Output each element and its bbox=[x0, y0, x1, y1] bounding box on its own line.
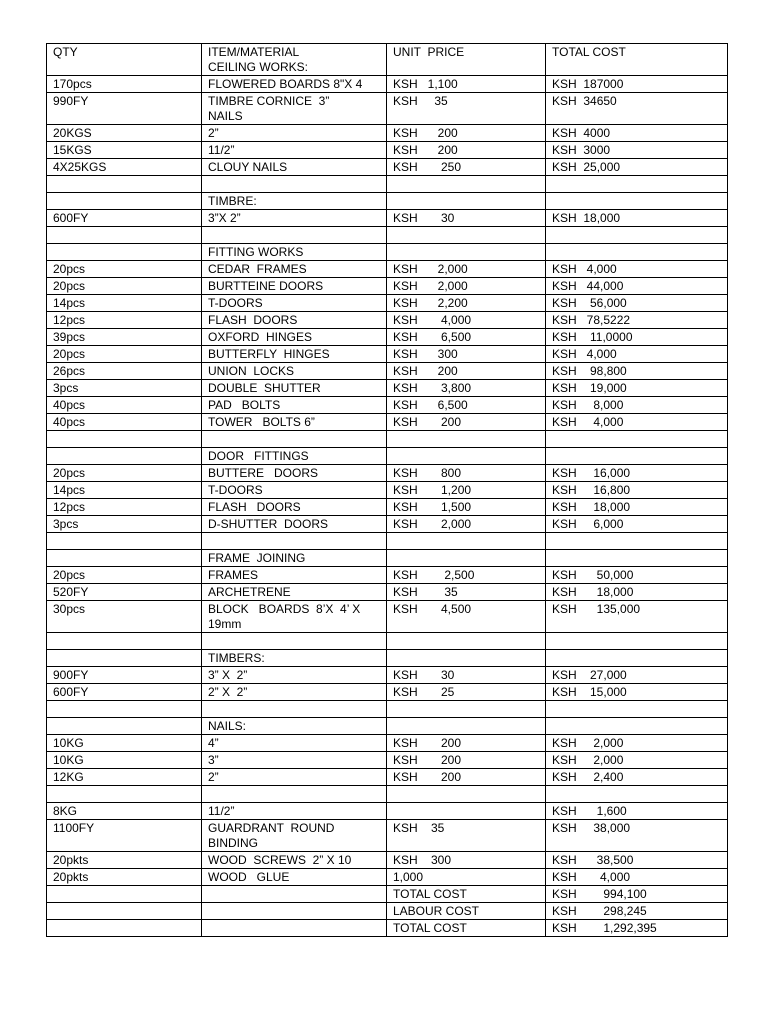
item-cell bbox=[202, 903, 387, 920]
total-cost-cell: KSH 1,292,395 bbox=[546, 920, 728, 937]
unit-price-cell: KSH 1,100 bbox=[387, 76, 546, 93]
total-cost-cell bbox=[546, 633, 728, 650]
qty-cell: 4X25KGS bbox=[47, 159, 202, 176]
unit-price-cell: KSH 1,500 bbox=[387, 499, 546, 516]
qty-cell bbox=[47, 920, 202, 937]
unit-price-cell: KSH 200 bbox=[387, 125, 546, 142]
table-row bbox=[47, 176, 728, 193]
table-row bbox=[47, 684, 728, 701]
item-cell: GUARDRANT ROUND BINDING bbox=[202, 820, 387, 852]
item-cell: FRAMES bbox=[202, 567, 387, 584]
total-cost-cell: KSH 16,800 bbox=[546, 482, 728, 499]
table-row bbox=[47, 125, 728, 142]
total-cost-cell bbox=[546, 786, 728, 803]
unit-price-cell bbox=[387, 193, 546, 210]
table-row bbox=[47, 431, 728, 448]
table-body bbox=[47, 44, 728, 937]
unit-price-cell bbox=[387, 701, 546, 718]
table-row bbox=[47, 380, 728, 397]
qty-cell bbox=[47, 550, 202, 567]
qty-cell bbox=[47, 533, 202, 550]
total-cost-cell: KSH 16,000 bbox=[546, 465, 728, 482]
unit-price-cell bbox=[387, 786, 546, 803]
total-cost-cell: KSH 25,000 bbox=[546, 159, 728, 176]
table-row bbox=[47, 363, 728, 380]
qty-cell: 20pcs bbox=[47, 465, 202, 482]
qty-cell: 3pcs bbox=[47, 516, 202, 533]
table-row bbox=[47, 244, 728, 261]
qty-cell: 39pcs bbox=[47, 329, 202, 346]
item-cell bbox=[202, 786, 387, 803]
item-cell: WOOD GLUE bbox=[202, 869, 387, 886]
unit-price-cell: KSH 30 bbox=[387, 667, 546, 684]
total-cost-cell: KSH 2,000 bbox=[546, 735, 728, 752]
total-cost-cell: KSH 135,000 bbox=[546, 601, 728, 633]
total-cost-cell: KSH 18,000 bbox=[546, 499, 728, 516]
table-row bbox=[47, 346, 728, 363]
unit-price-cell: LABOUR COST bbox=[387, 903, 546, 920]
qty-cell: 600FY bbox=[47, 210, 202, 227]
qty-cell bbox=[47, 244, 202, 261]
unit-price-cell: TOTAL COST bbox=[387, 920, 546, 937]
table-row bbox=[47, 718, 728, 735]
qty-cell: 520FY bbox=[47, 584, 202, 601]
table-row bbox=[47, 210, 728, 227]
unit-price-cell: KSH 300 bbox=[387, 852, 546, 869]
item-cell: 3”X 2” bbox=[202, 210, 387, 227]
table-row bbox=[47, 752, 728, 769]
table-row bbox=[47, 482, 728, 499]
qty-cell: 20pkts bbox=[47, 869, 202, 886]
table-row bbox=[47, 701, 728, 718]
item-cell: TOWER BOLTS 6” bbox=[202, 414, 387, 431]
unit-price-cell: KSH 200 bbox=[387, 735, 546, 752]
unit-price-cell: KSH 35 bbox=[387, 93, 546, 125]
item-cell: 11/2” bbox=[202, 142, 387, 159]
item-cell: D-SHUTTER DOORS bbox=[202, 516, 387, 533]
unit-price-cell: TOTAL COST bbox=[387, 886, 546, 903]
qty-cell: 12KG bbox=[47, 769, 202, 786]
qty-cell: 170pcs bbox=[47, 76, 202, 93]
item-cell: 4” bbox=[202, 735, 387, 752]
item-cell: TIMBRE CORNICE 3” NAILS bbox=[202, 93, 387, 125]
unit-price-cell: KSH 1,200 bbox=[387, 482, 546, 499]
table-row bbox=[47, 735, 728, 752]
qty-cell: 10KG bbox=[47, 735, 202, 752]
table-row bbox=[47, 633, 728, 650]
total-cost-cell: KSH 18,000 bbox=[546, 210, 728, 227]
qty-cell: 20pcs bbox=[47, 346, 202, 363]
table-row bbox=[47, 820, 728, 852]
qty-cell bbox=[47, 448, 202, 465]
qty-cell bbox=[47, 633, 202, 650]
cost-estimate-table bbox=[46, 43, 728, 937]
qty-cell bbox=[47, 903, 202, 920]
qty-cell: 20pcs bbox=[47, 567, 202, 584]
table-row bbox=[47, 414, 728, 431]
total-cost-cell bbox=[546, 718, 728, 735]
qty-cell bbox=[47, 886, 202, 903]
item-cell: DOUBLE SHUTTER bbox=[202, 380, 387, 397]
item-cell: PAD BOLTS bbox=[202, 397, 387, 414]
table-row bbox=[47, 278, 728, 295]
item-cell: 11/2” bbox=[202, 803, 387, 820]
item-cell: FITTING WORKS bbox=[202, 244, 387, 261]
table-row bbox=[47, 397, 728, 414]
unit-price-cell: KSH 300 bbox=[387, 346, 546, 363]
item-cell: BUTTERE DOORS bbox=[202, 465, 387, 482]
table-row bbox=[47, 159, 728, 176]
qty-cell: 30pcs bbox=[47, 601, 202, 633]
table-row bbox=[47, 667, 728, 684]
total-cost-cell bbox=[546, 533, 728, 550]
unit-price-cell bbox=[387, 448, 546, 465]
item-cell: FRAME JOINING bbox=[202, 550, 387, 567]
qty-cell bbox=[47, 718, 202, 735]
total-cost-cell bbox=[546, 227, 728, 244]
total-cost-cell: KSH 11,0000 bbox=[546, 329, 728, 346]
item-cell: ARCHETRENE bbox=[202, 584, 387, 601]
item-cell bbox=[202, 633, 387, 650]
total-cost-cell: KSH 98,800 bbox=[546, 363, 728, 380]
unit-price-cell: KSH 6,500 bbox=[387, 397, 546, 414]
table-row bbox=[47, 533, 728, 550]
total-cost-cell: KSH 15,000 bbox=[546, 684, 728, 701]
table-row bbox=[47, 142, 728, 159]
total-cost-cell: KSH 4,000 bbox=[546, 869, 728, 886]
total-cost-cell: KSH 38,500 bbox=[546, 852, 728, 869]
table-row bbox=[47, 193, 728, 210]
table-row bbox=[47, 650, 728, 667]
total-cost-cell: KSH 56,000 bbox=[546, 295, 728, 312]
qty-cell bbox=[47, 786, 202, 803]
item-cell bbox=[202, 920, 387, 937]
item-cell: CLOUY NAILS bbox=[202, 159, 387, 176]
qty-cell: 900FY bbox=[47, 667, 202, 684]
qty-cell: 20pcs bbox=[47, 278, 202, 295]
item-cell: FLOWERED BOARDS 8"X 4 bbox=[202, 76, 387, 93]
total-cost-cell bbox=[546, 550, 728, 567]
item-cell: FLASH DOORS bbox=[202, 312, 387, 329]
unit-price-cell bbox=[387, 633, 546, 650]
table-row bbox=[47, 261, 728, 278]
qty-cell: 26pcs bbox=[47, 363, 202, 380]
table-row bbox=[47, 903, 728, 920]
qty-cell: 1100FY bbox=[47, 820, 202, 852]
item-cell: 3” bbox=[202, 752, 387, 769]
qty-cell: 20pkts bbox=[47, 852, 202, 869]
qty-cell bbox=[47, 227, 202, 244]
table-row bbox=[47, 465, 728, 482]
qty-cell bbox=[47, 650, 202, 667]
unit-price-cell bbox=[387, 718, 546, 735]
total-cost-cell: KSH 38,000 bbox=[546, 820, 728, 852]
total-cost-cell bbox=[546, 650, 728, 667]
total-cost-cell: KSH 4000 bbox=[546, 125, 728, 142]
qty-cell: 3pcs bbox=[47, 380, 202, 397]
qty-cell: 40pcs bbox=[47, 414, 202, 431]
unit-price-cell: KSH 200 bbox=[387, 414, 546, 431]
total-cost-cell bbox=[546, 701, 728, 718]
unit-price-cell: KSH 200 bbox=[387, 769, 546, 786]
qty-cell: 14pcs bbox=[47, 482, 202, 499]
qty-cell: 20pcs bbox=[47, 261, 202, 278]
total-cost-cell bbox=[546, 448, 728, 465]
table-row bbox=[47, 295, 728, 312]
qty-cell: 20KGS bbox=[47, 125, 202, 142]
unit-price-cell: KSH 35 bbox=[387, 584, 546, 601]
qty-cell: 8KG bbox=[47, 803, 202, 820]
unit-price-cell: KSH 4,500 bbox=[387, 601, 546, 633]
unit-price-cell bbox=[387, 244, 546, 261]
total-cost-cell: KSH 2,400 bbox=[546, 769, 728, 786]
table-row bbox=[47, 886, 728, 903]
item-cell: 2” bbox=[202, 125, 387, 142]
total-cost-cell: KSH 50,000 bbox=[546, 567, 728, 584]
table-row bbox=[47, 76, 728, 93]
table-row bbox=[47, 769, 728, 786]
total-cost-cell: KSH 8,000 bbox=[546, 397, 728, 414]
unit-price-cell: KSH 30 bbox=[387, 210, 546, 227]
item-cell: TIMBERS: bbox=[202, 650, 387, 667]
unit-price-cell bbox=[387, 550, 546, 567]
unit-price-cell: KSH 800 bbox=[387, 465, 546, 482]
table-row bbox=[47, 601, 728, 633]
item-cell bbox=[202, 176, 387, 193]
item-cell bbox=[202, 227, 387, 244]
total-cost-cell: KSH 3000 bbox=[546, 142, 728, 159]
qty-cell: 600FY bbox=[47, 684, 202, 701]
total-cost-cell: KSH 994,100 bbox=[546, 886, 728, 903]
header-item-material: ITEM/MATERIAL CEILING WORKS: bbox=[202, 44, 387, 76]
table-row bbox=[47, 312, 728, 329]
total-cost-cell: KSH 27,000 bbox=[546, 667, 728, 684]
qty-cell: 40pcs bbox=[47, 397, 202, 414]
total-cost-cell: KSH 34650 bbox=[546, 93, 728, 125]
item-cell bbox=[202, 701, 387, 718]
qty-cell: 12pcs bbox=[47, 499, 202, 516]
unit-price-cell: KSH 250 bbox=[387, 159, 546, 176]
total-cost-cell: KSH 1,600 bbox=[546, 803, 728, 820]
qty-cell bbox=[47, 176, 202, 193]
item-cell: FLASH DOORS bbox=[202, 499, 387, 516]
unit-price-cell: KSH 6,500 bbox=[387, 329, 546, 346]
qty-cell bbox=[47, 193, 202, 210]
item-cell: BLOCK BOARDS 8’X 4’ X 19mm bbox=[202, 601, 387, 633]
table-row bbox=[47, 448, 728, 465]
table-row bbox=[47, 227, 728, 244]
item-cell: OXFORD HINGES bbox=[202, 329, 387, 346]
table-row bbox=[47, 567, 728, 584]
table-row bbox=[47, 329, 728, 346]
qty-cell: 14pcs bbox=[47, 295, 202, 312]
unit-price-cell: KSH 200 bbox=[387, 363, 546, 380]
unit-price-cell bbox=[387, 533, 546, 550]
item-cell: WOOD SCREWS 2” X 10 bbox=[202, 852, 387, 869]
total-cost-cell: KSH 187000 bbox=[546, 76, 728, 93]
unit-price-cell: KSH 2,200 bbox=[387, 295, 546, 312]
item-cell bbox=[202, 886, 387, 903]
item-cell bbox=[202, 431, 387, 448]
total-cost-cell: KSH 298,245 bbox=[546, 903, 728, 920]
total-cost-cell: KSH 19,000 bbox=[546, 380, 728, 397]
qty-cell bbox=[47, 431, 202, 448]
unit-price-cell: KSH 2,000 bbox=[387, 516, 546, 533]
total-cost-cell: KSH 18,000 bbox=[546, 584, 728, 601]
table-row bbox=[47, 584, 728, 601]
total-cost-cell bbox=[546, 193, 728, 210]
unit-price-cell bbox=[387, 803, 546, 820]
total-cost-cell: KSH 6,000 bbox=[546, 516, 728, 533]
unit-price-cell: KSH 25 bbox=[387, 684, 546, 701]
qty-cell: 10KG bbox=[47, 752, 202, 769]
header-total-cost: TOTAL COST bbox=[546, 44, 728, 76]
table-row bbox=[47, 869, 728, 886]
total-cost-cell: KSH 4,000 bbox=[546, 346, 728, 363]
item-cell: 2” X 2” bbox=[202, 684, 387, 701]
item-cell: 2” bbox=[202, 769, 387, 786]
qty-cell: 15KGS bbox=[47, 142, 202, 159]
unit-price-cell bbox=[387, 176, 546, 193]
unit-price-cell: KSH 3,800 bbox=[387, 380, 546, 397]
unit-price-cell: KSH 2,000 bbox=[387, 278, 546, 295]
total-cost-cell: KSH 44,000 bbox=[546, 278, 728, 295]
total-cost-cell: KSH 2,000 bbox=[546, 752, 728, 769]
unit-price-cell: KSH 2,500 bbox=[387, 567, 546, 584]
unit-price-cell bbox=[387, 431, 546, 448]
item-cell: TIMBRE: bbox=[202, 193, 387, 210]
qty-cell: 12pcs bbox=[47, 312, 202, 329]
table-row bbox=[47, 550, 728, 567]
total-cost-cell bbox=[546, 431, 728, 448]
qty-cell bbox=[47, 701, 202, 718]
unit-price-cell bbox=[387, 227, 546, 244]
qty-cell: 990FY bbox=[47, 93, 202, 125]
table-row bbox=[47, 516, 728, 533]
table-row bbox=[47, 93, 728, 125]
header-row bbox=[47, 44, 728, 76]
table-row bbox=[47, 852, 728, 869]
unit-price-cell bbox=[387, 650, 546, 667]
total-cost-cell: KSH 78,5222 bbox=[546, 312, 728, 329]
item-cell: DOOR FITTINGS bbox=[202, 448, 387, 465]
table-row bbox=[47, 499, 728, 516]
unit-price-cell: KSH 2,000 bbox=[387, 261, 546, 278]
unit-price-cell: KSH 200 bbox=[387, 752, 546, 769]
unit-price-cell: KSH 35 bbox=[387, 820, 546, 852]
table-row bbox=[47, 803, 728, 820]
header-qty: QTY bbox=[47, 44, 202, 76]
header-unit-price: UNIT PRICE bbox=[387, 44, 546, 76]
item-cell: BUTTERFLY HINGES bbox=[202, 346, 387, 363]
item-cell: CEDAR FRAMES bbox=[202, 261, 387, 278]
unit-price-cell: 1,000 bbox=[387, 869, 546, 886]
total-cost-cell bbox=[546, 244, 728, 261]
item-cell bbox=[202, 533, 387, 550]
unit-price-cell: KSH 200 bbox=[387, 142, 546, 159]
table-row bbox=[47, 920, 728, 937]
item-cell: BURTTEINE DOORS bbox=[202, 278, 387, 295]
unit-price-cell: KSH 4,000 bbox=[387, 312, 546, 329]
total-cost-cell: KSH 4,000 bbox=[546, 414, 728, 431]
table-row bbox=[47, 786, 728, 803]
item-cell: T-DOORS bbox=[202, 295, 387, 312]
total-cost-cell: KSH 4,000 bbox=[546, 261, 728, 278]
item-cell: UNION LOCKS bbox=[202, 363, 387, 380]
item-cell: 3” X 2” bbox=[202, 667, 387, 684]
total-cost-cell bbox=[546, 176, 728, 193]
item-cell: T-DOORS bbox=[202, 482, 387, 499]
item-cell: NAILS: bbox=[202, 718, 387, 735]
